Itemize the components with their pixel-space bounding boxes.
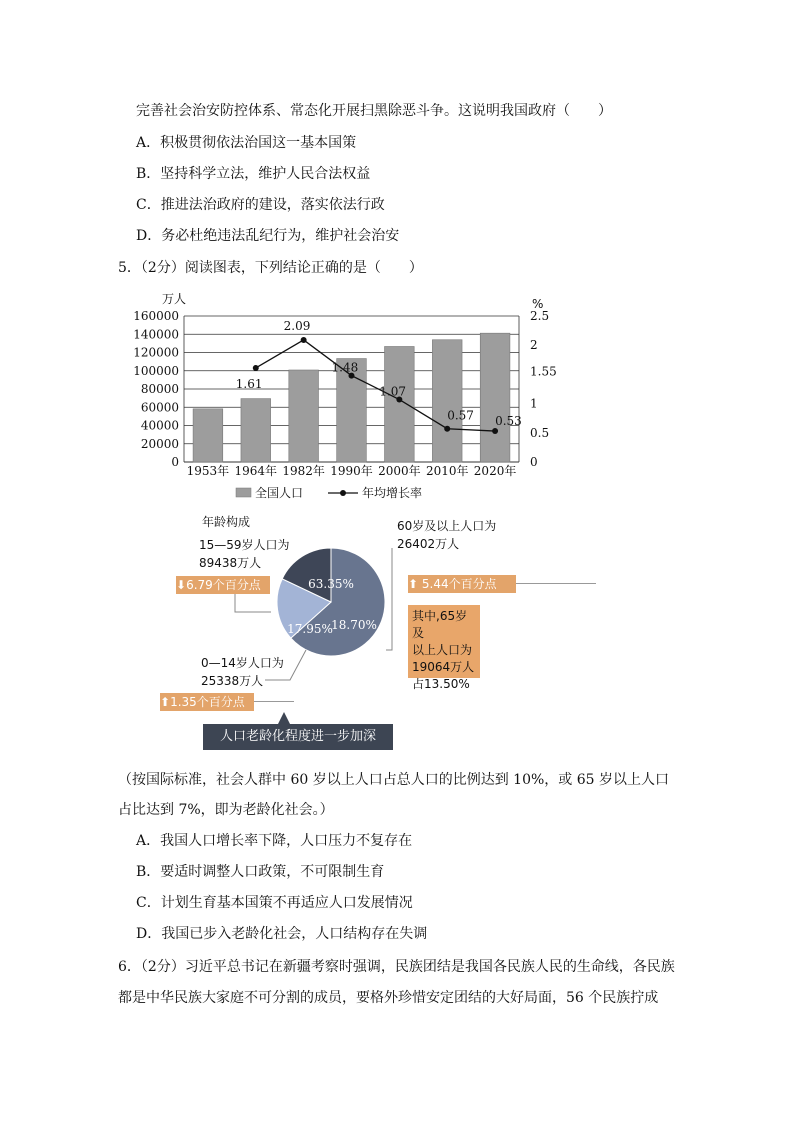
point-label: 2.09: [283, 318, 311, 333]
change-text: 5.44个百分点: [421, 577, 497, 591]
note-line: 19064万人: [412, 660, 475, 674]
x-tick-label: 2020年: [473, 464, 517, 478]
x-tick-label: 2000年: [378, 464, 421, 478]
note-line: 其中,65岁及: [412, 609, 468, 640]
point-label: 1.07: [379, 384, 407, 399]
y-right-tick-label: 1.55: [530, 364, 557, 379]
point-label: 0.57: [447, 408, 474, 423]
arrow-up-icon: ⬆: [408, 577, 419, 591]
y-right-axis-label: %: [532, 297, 544, 311]
q5-option-c: C．计划生育基本国策不再适应人口发展情况: [136, 895, 413, 911]
change-text: 6.79个百分点: [186, 578, 261, 592]
note-line: 占13.50%: [412, 677, 470, 691]
y-left-tick-label: 40000: [140, 418, 179, 433]
point-label: 1.48: [331, 360, 359, 375]
q5-note-line2: 占比达到 7%，即为老龄化社会。）: [118, 802, 334, 818]
y-right-tick-label: 1: [530, 396, 538, 411]
pie-slice-label: 63.35%: [308, 577, 354, 591]
note-line: 以上人口为: [412, 643, 473, 657]
y-left-tick-label: 0: [171, 455, 179, 469]
x-tick-label: 2010年: [425, 464, 469, 478]
q5-option-a: A．我国人口增长率下降，人口压力不复存在: [136, 833, 413, 849]
pie-slice-label: 17.95%: [287, 622, 333, 636]
q6-line1: 6．（2分）习近平总书记在新疆考察时强调，民族团结是我国各民族人民的生命线，各民族: [118, 959, 675, 975]
x-tick-label: 1953年: [186, 464, 230, 478]
arrow-up-icon: ⬆: [160, 695, 171, 709]
y-left-tick-label: 160000: [133, 309, 179, 323]
y-right-tick-label: 0: [530, 455, 538, 469]
y-right-tick-label: 0.5: [530, 425, 550, 440]
pie-title: 年龄构成: [202, 515, 251, 529]
q4-option-a: A．积极贯彻依法治国这一基本国策: [136, 135, 357, 151]
pie-label-15-59: 15—59岁人口为: [199, 538, 290, 552]
y-left-axis-label: 万人: [162, 292, 187, 306]
y-left-tick-label: 100000: [133, 363, 179, 378]
pie-label-60plus: 60岁及以上人口为: [397, 519, 497, 533]
legend-label-bar: 全国人口: [255, 486, 304, 500]
q6-line2: 都是中华民族大家庭不可分割的成员，要格外珍惜安定团结的大好局面，56 个民族拧成: [118, 990, 659, 1006]
arrow-down-icon: ⬇: [176, 578, 187, 592]
y-right-tick-label: 2.5: [530, 309, 550, 323]
pie-count-15-59: 89438万人: [199, 556, 262, 570]
q4-option-c: C．推进法治政府的建设，落实依法行政: [136, 197, 385, 213]
q5-option-b: B．要适时调整人口政策，不可限制生育: [136, 864, 385, 880]
y-left-tick-label: 60000: [140, 400, 179, 415]
q5-note-line1: （按国际标准，社会人群中 60 岁以上人口占总人口的比例达到 10%，或 65 岁以上人口: [118, 772, 669, 788]
y-left-tick-label: 80000: [140, 382, 179, 396]
pie-label-0-14: 0—14岁人口为: [201, 656, 284, 670]
legend-label-line: 年均增长率: [362, 486, 423, 500]
x-tick-label: 1964年: [234, 464, 278, 478]
banner-pointer-triangle: [278, 712, 290, 724]
pie-slice-label: 18.70%: [331, 618, 377, 632]
y-right-tick-label: 2: [530, 338, 538, 353]
q4-option-d: D．务必杜绝违法乱纪行为，维护社会治安: [136, 228, 400, 244]
q4-option-b: B．坚持科学立法，维护人民合法权益: [136, 166, 371, 182]
y-left-tick-label: 140000: [133, 327, 179, 342]
change-text: 1.35个百分点: [170, 695, 245, 709]
q4-stem-tail: 完善社会治安防控体系、常态化开展扫黑除恶斗争。这说明我国政府（ ）: [136, 103, 612, 119]
pie-count-0-14: 25338万人: [201, 674, 264, 688]
aging-banner: 人口老龄化程度进一步加深: [203, 724, 393, 750]
q5-option-d: D．我国已步入老龄化社会，人口结构存在失调: [136, 926, 428, 942]
point-label: 0.53: [495, 414, 522, 429]
x-tick-label: 1990年: [330, 464, 373, 478]
point-label: 1.61: [235, 376, 263, 391]
y-left-tick-label: 20000: [140, 436, 179, 451]
pie-count-60plus: 26402万人: [397, 537, 460, 551]
y-left-tick-label: 120000: [133, 345, 179, 360]
q5-stem: 5．（2分）阅读图表，下列结论正确的是（ ）: [118, 260, 423, 276]
x-tick-label: 1982年: [282, 464, 325, 478]
